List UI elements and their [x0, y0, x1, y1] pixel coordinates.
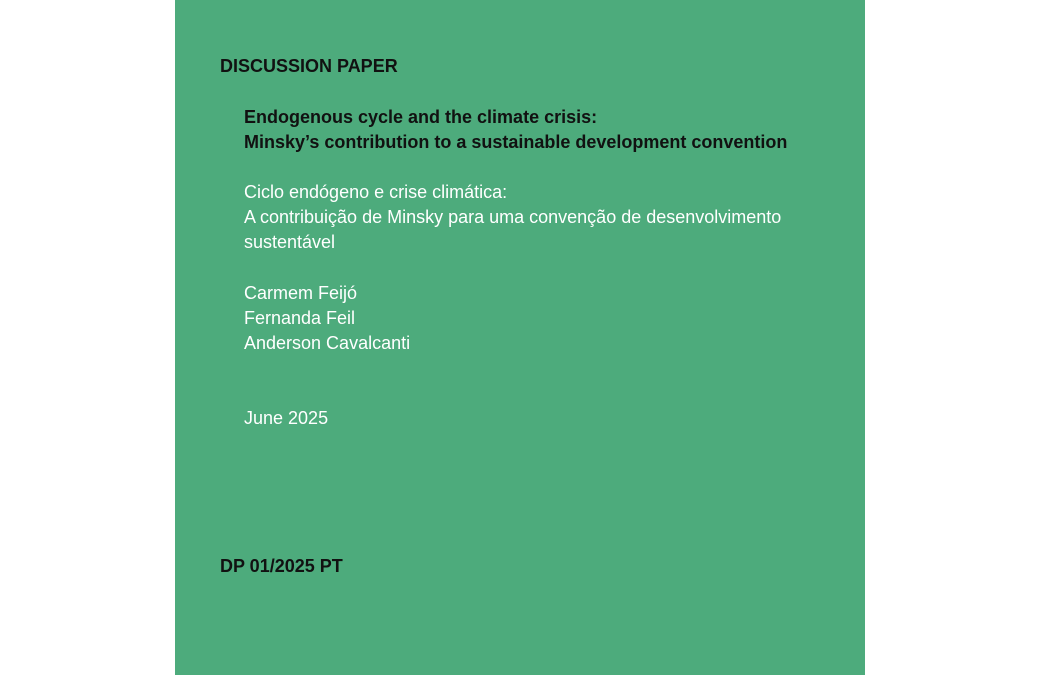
- portuguese-title-line-3: sustentável: [244, 232, 336, 252]
- english-title: [244, 105, 787, 155]
- portuguese-title-line-2: A contribuição de Minsky para uma convenção de desenvolvimento: [244, 207, 782, 227]
- cover-panel: [175, 0, 865, 675]
- series-label: DISCUSSION PAPER: [220, 56, 398, 76]
- author-name: Anderson Cavalcanti: [244, 333, 411, 353]
- english-title-line-1: Endogenous cycle and the climate crisis:: [244, 107, 598, 127]
- portuguese-title-line-1: Ciclo endógeno e crise climática:: [244, 182, 508, 202]
- discussion-paper-number: DP 01/2025 PT: [220, 556, 343, 576]
- portuguese-title: [244, 180, 781, 255]
- english-title-line-2: Minsky’s contribution to a sustainable development convention: [244, 132, 788, 152]
- publication-date: June 2025: [244, 408, 329, 428]
- author-list: [244, 281, 410, 356]
- author-name: Carmem Feijó: [244, 283, 358, 303]
- author-name: Fernanda Feil: [244, 308, 356, 328]
